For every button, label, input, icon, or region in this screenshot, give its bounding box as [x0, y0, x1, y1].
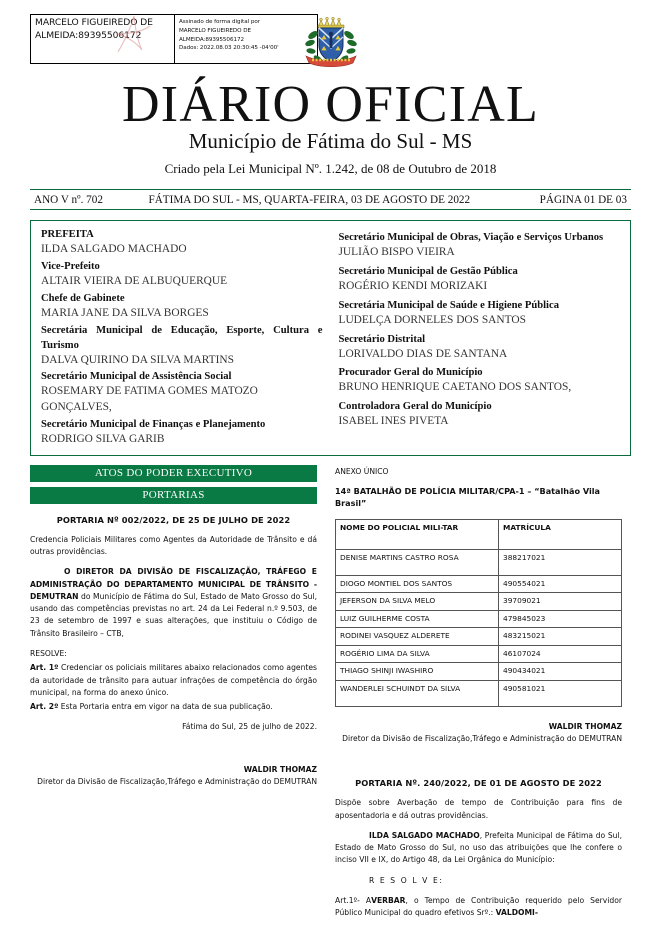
edition-info-bar [30, 189, 631, 210]
cell-matricula: 490434021 [499, 663, 622, 681]
cell-matricula: 490554021 [499, 575, 622, 593]
batalhao-heading: 14ª BATALHÃO DE POLÍCIA MILITAR/CPA-1 – “Batalhão Vila Brasil” [335, 485, 601, 508]
masthead [0, 78, 661, 177]
signature-detail-line-3: ALMEIDA:89395506172 [179, 36, 244, 43]
official-role: Secretário Municipal de Assistência Social [41, 371, 232, 383]
section-atos-wrap [30, 465, 317, 482]
official-role: Secretário Municipal de Gestão Pública [338, 266, 518, 278]
column-left [30, 456, 317, 928]
portaria-1-preamble-bold: O DIRETOR DA DIVISÃO DE FISCALIZAÇÃO, TRÁFEGO E ADMINISTRAÇÃO DO DEPARTAMENTO MUNICIPAL DE TRÂNSITO - DEMUTRAN [30, 567, 317, 601]
anexo-unico-label: ANEXO ÚNICO [335, 466, 389, 476]
official-name: ISABEL INES PIVETA [338, 415, 449, 428]
cell-nome: RODINEI VASQUEZ ALDERETE [336, 628, 499, 646]
cell-nome: WANDERLEI SCHUINDT DA SILVA [336, 681, 499, 707]
page-number: PÁGINA 01 DE 03 [539, 193, 627, 206]
signature-detail-line-1: Assinado de forma digital por [179, 19, 260, 25]
official-role: Procurador Geral do Município [338, 367, 483, 379]
official-role: Secretário Municipal de Obras, Viação e Serviços Urbanos [338, 232, 604, 244]
document-header-band [0, 0, 661, 76]
portaria-1-signer-name: WALDIR THOMAZ [243, 764, 317, 774]
table-row [336, 610, 622, 628]
portaria-1-ementa: Credencia Policiais Militares como Agentes da Autoridade de Trânsito e dá outras providências. [30, 534, 317, 556]
section-portarias-wrap [30, 487, 317, 504]
portaria-2-ementa: Dispõe sobre Averbação de tempo de Contribuição para fins de aposentadoria e dá outras providências. [335, 798, 622, 820]
official-role: Secretária Municipal de Saúde e Higiene Pública [338, 299, 559, 311]
official-name: LUDELÇA DORNELES DOS SANTOS [338, 313, 526, 326]
portaria-2-preamble [335, 830, 622, 867]
table-header-nome: NOME DO POLICIAL MILI-TAR [336, 519, 499, 549]
official-name: MARIA JANE DA SILVA BORGES [41, 306, 209, 319]
portaria-2-preamble-bold: ILDA SALGADO MACHADO [369, 830, 480, 840]
masthead-law-reference: Criado pela Lei Municipal Nº. 1.242, de 08 de Outubro de 2018 [164, 161, 497, 177]
digital-signature-box [30, 14, 318, 64]
cell-matricula: 46107024 [499, 645, 622, 663]
portaria-2-resolve: R E S O L V E: [369, 875, 444, 885]
table-row [336, 593, 622, 611]
coat-of-arms-emblem [298, 15, 364, 77]
portaria-anexo-signature-block [335, 721, 622, 745]
portaria-1-preamble [30, 566, 317, 640]
officials-column-right [331, 227, 631, 448]
portaria-1-resolve: RESOLVE: [30, 649, 67, 658]
official-role: Secretária Municipal de Educação, Esporte, Cultura e Turismo [41, 324, 323, 351]
table-row [336, 628, 622, 646]
portaria-1-art1-label: Art. 1º [30, 663, 59, 673]
edition-year-number: ANO V nº. 702 [34, 193, 103, 206]
masthead-subtitle: Município de Fátima do Sul - MS [188, 129, 473, 154]
cell-nome: THIAGO SHINJI IWASHIRO [336, 663, 499, 681]
cell-matricula: 490581021 [499, 681, 622, 707]
official-role: Vice-Prefeito [41, 261, 100, 273]
table-header-row [336, 519, 622, 549]
table-row [336, 681, 622, 707]
official-name: ROGÉRIO KENDI MORIZAKI [338, 280, 488, 293]
content-columns [30, 456, 631, 928]
cell-matricula: 39709021 [499, 593, 622, 611]
cell-nome: DENISE MARTINS CASTRO ROSA [336, 549, 499, 575]
page-title: DIÁRIO OFICIAL [122, 76, 539, 133]
portaria-1-art2 [30, 701, 317, 713]
table-header-matricula: MATRÍCULA [499, 519, 622, 549]
signature-detail-line-4: Dados: 2022.08.03 20:30:45 -04'00' [179, 45, 279, 52]
official-name: DALVA QUIRINO DA SILVA MARTINS [41, 353, 234, 366]
official-role: Secretário Distrital [338, 333, 426, 345]
official-name: LORIVALDO DIAS DE SANTANA [338, 347, 508, 360]
official-role: PREFEITA [41, 229, 94, 241]
portaria-2-art1-bold: VERBAR [371, 896, 406, 906]
official-role: Chefe de Gabinete [41, 292, 125, 304]
official-name: ILDA SALGADO MACHADO [41, 243, 187, 256]
column-right [335, 456, 622, 928]
portaria-1-preamble-rest: do Município de Fátima do Sul, Estado de Mato Grosso do Sul, usando das competências previstas no art. 24 da Lei Federal n.º 9.503, de 23 de setembro de 1997 e suas alterações, que instituiu o Código de Trânsito Brasileiro – CTB, [30, 591, 317, 638]
government-officials-box [30, 220, 631, 455]
table-row [336, 575, 622, 593]
official-role: Secretário Municipal de Finanças e Planejamento [41, 418, 266, 430]
portaria-2-title: PORTARIA Nº. 240/2022, DE 01 DE AGOSTO DE 2022 [355, 778, 602, 789]
portaria-1-signer-role: Diretor da Divisão de Fiscalização,Tráfego e Administração do DEMUTRAN [37, 776, 317, 786]
portaria-2-art1-servidor-name: VALDOMI- [495, 908, 539, 918]
section-header-portarias: PORTARIAS [30, 487, 317, 504]
signature-subject-name: MARCELO FIGUEIREDO DE ALMEIDA:89395506172 [35, 17, 153, 41]
official-name: BRUNO HENRIQUE CAETANO DOS SANTOS, [338, 381, 572, 394]
table-row [336, 663, 622, 681]
portaria-1-place-date: Fátima do Sul, 25 de julho de 2022. [182, 722, 317, 732]
portaria-2-art1 [335, 895, 622, 920]
anexo-signer-role: Diretor da Divisão de Fiscalização,Tráfego e Administração do DEMUTRAN [342, 734, 622, 744]
portaria-2-art1-text: , o Tempo de Contribuição requerido pelo Servidor Público Municipal do quadro efetivos Srº.: [335, 896, 622, 918]
official-role: Controladora Geral do Município [338, 401, 492, 413]
section-header-atos: ATOS DO PODER EXECUTIVO [30, 465, 317, 482]
portaria-2-art1-prefix: Art.1º- A [335, 896, 372, 906]
spacer [30, 742, 317, 764]
spacer [335, 745, 622, 767]
spacer [335, 707, 622, 721]
anexo-signer-name: WALDIR THOMAZ [548, 722, 622, 731]
signature-detail-line-2: MARCELO FIGUEIREDO DE [179, 27, 251, 34]
cell-nome: ROGÉRIO LIMA DA SILVA [336, 645, 499, 663]
official-name: ALTAIR VIEIRA DE ALBUQUERQUE [41, 275, 228, 288]
official-name: ROSEMARY DE FATIMA GOMES MATOZO GONÇALVES, [41, 385, 258, 414]
portaria-1-art1-text: Credenciar os policiais militares abaixo relacionados como agentes da autoridade de trânsito para autuar infrações de competência do órgão municipal, na forma do anexo único. [30, 663, 317, 697]
portaria-2-preamble-rest: , Prefeita Municipal de Fátima do Sul, Estado de Mato Grosso do Sul, no uso das atribuições que lhe confere o inciso VII e IX, do Artigo 48, da Lei Orgânica do Município: [335, 830, 622, 865]
cell-matricula: 479845023 [499, 610, 622, 628]
edition-place-date: FÁTIMA DO SUL - MS, QUARTA-FEIRA, 03 DE AGOSTO DE 2022 [148, 193, 471, 206]
official-name: RODRIGO SILVA GARIB [41, 432, 165, 445]
cell-nome: DIOGO MONTIEL DOS SANTOS [336, 575, 499, 593]
cell-nome: LUIZ GUILHERME COSTA [336, 610, 499, 628]
table-row [336, 549, 622, 575]
portaria-1-art1 [30, 662, 317, 699]
portaria-1-art2-label: Art. 2º [30, 702, 59, 712]
portaria-1-title: PORTARIA Nº 002/2022, DE 25 DE JULHO DE 2022 [56, 514, 291, 525]
cell-matricula: 483215021 [499, 628, 622, 646]
cell-nome: JEFERSON DA SILVA MELO [336, 593, 499, 611]
cell-matricula: 388217021 [499, 549, 622, 575]
portaria-1-art2-text: Esta Portaria entra em vigor na data de sua publicação. [58, 702, 273, 712]
policiais-militares-table [335, 519, 622, 707]
officials-column-left [31, 227, 331, 448]
official-name: JULIÃO BISPO VIEIRA [338, 246, 455, 259]
table-row [336, 645, 622, 663]
portaria-1-signature-block [30, 764, 317, 788]
signature-details [175, 15, 317, 53]
